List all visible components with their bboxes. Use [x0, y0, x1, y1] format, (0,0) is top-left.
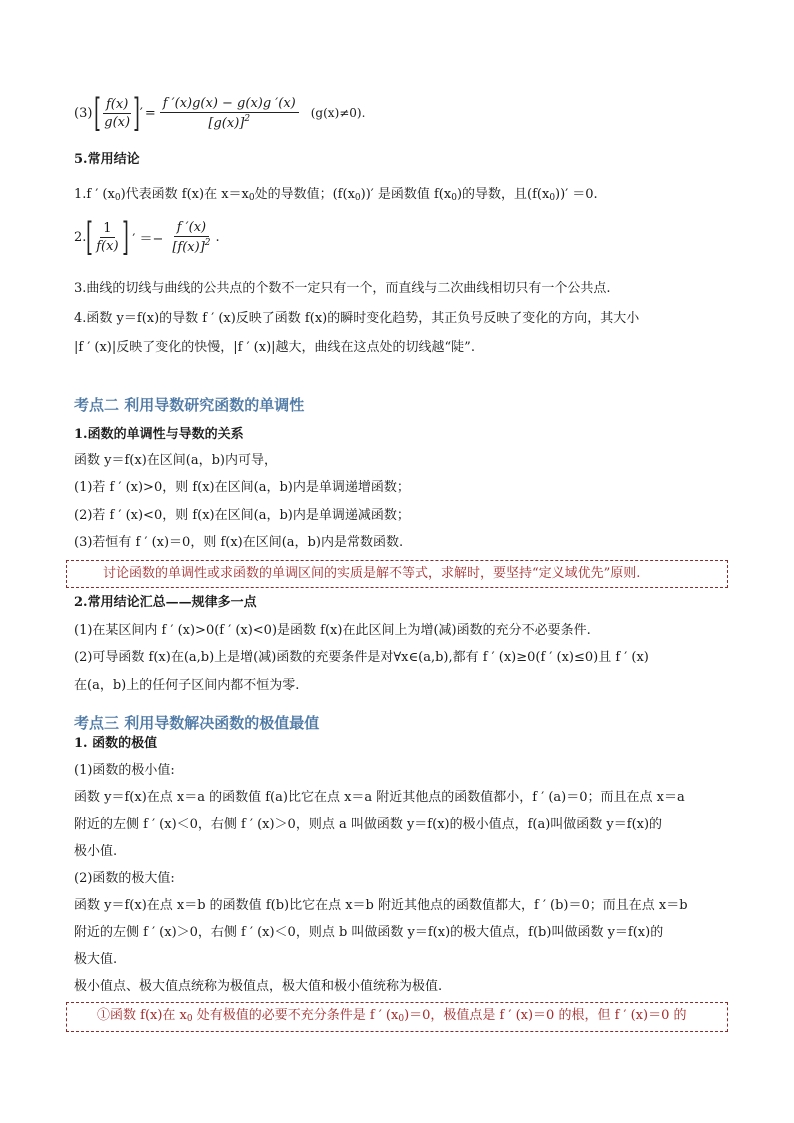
equals-sign: =: [144, 105, 156, 121]
c2-index: 2.: [74, 229, 87, 245]
c2-rhs-denominator-base: [f(x)]: [172, 239, 205, 255]
kd3-subsection-1-title: 1. 函数的极值: [74, 736, 158, 751]
rhs-fraction: [160, 96, 299, 131]
kd2-s1-line-4: (3)若恒有 f ′ (x)＝0，则 f(x)在区间(a，b)内是常数函数.: [74, 535, 404, 550]
kd3-max-title: (2)函数的极大值:: [74, 871, 175, 886]
formula-index: (3): [74, 105, 93, 121]
rhs-numerator: f ′(x)g(x) − g(x)g ′(x): [160, 96, 299, 113]
kd2-subsection-2-title: 2.常用结论汇总——规律多一点: [74, 595, 257, 610]
kd2-subsection-1-title: 1.函数的单调性与导数的关系: [74, 427, 244, 442]
c2-lhs-fraction: [93, 221, 121, 254]
c1-text-c: 处的导数值；(f(x: [254, 187, 355, 202]
kd3-min-title: (1)函数的极小值:: [74, 763, 175, 778]
rhs-denominator: [205, 113, 253, 131]
c1-sub-1: 0: [114, 193, 121, 203]
left-bracket: [: [94, 91, 102, 135]
kd3-min-line-3: 极小值.: [74, 844, 118, 859]
c1-sub-4: 0: [451, 193, 457, 203]
conclusion-4-line-2: |f ′ (x)|反映了变化的快慢，|f ′ (x)|越大，曲线在这点处的切线越“陡”.: [74, 340, 475, 355]
c2-middle: ′ ＝−: [132, 231, 164, 247]
conclusion-2-formula: [74, 215, 220, 259]
kd2-s2-line-2: (2)可导函数 f(x)在(a,b)上是增(减)函数的充要条件是对∀x∈(a,b),都有 f ′ (x)≥0(f ′ (x)≤0)且 f ′ (x): [74, 650, 649, 665]
kd3-min-line-2: 附近的左侧 f ′ (x)＜0，右侧 f ′ (x)＞0，则点 a 叫做函数 y＝f(x)的极小值点，f(a)叫做函数 y＝f(x)的: [74, 817, 663, 832]
kd2-note-box: [66, 560, 728, 588]
right-bracket: ]: [133, 91, 140, 135]
kd2-s2-line-1: (1)在某区间内 f ′ (x)>0(f ′ (x)<0)是函数 f(x)在此区间上为增(减)函数的充分不必要条件.: [74, 623, 591, 638]
kd2-s1-line-2: (1)若 f ′ (x)>0，则 f(x)在区间(a，b)内是单调递增函数；: [74, 480, 410, 495]
rhs-denominator-base: [g(x)]: [208, 115, 245, 131]
c1-sub-3: 0: [354, 193, 361, 203]
kd3-note-text-a: ①函数 f(x)在 x: [97, 1008, 187, 1023]
c1-sub-2: 0: [248, 193, 255, 203]
kd3-note-text-b: 处有极值的必要不充分条件是 f ′ (x: [192, 1008, 399, 1023]
c2-rhs-denominator-exponent: 2: [204, 237, 211, 248]
c2-right-bracket: ]: [121, 215, 129, 259]
c2-rhs-denominator: [169, 237, 213, 255]
kd3-max-line-3: 极大值.: [74, 952, 118, 967]
kd2-s1-line-1: 函数 y＝f(x)在区间(a，b)内可导，: [74, 453, 277, 468]
c2-end: .: [215, 229, 220, 245]
formula-condition: (g(x)≠0).: [310, 106, 366, 120]
conclusion-1: [74, 186, 598, 207]
lhs-numerator: f(x): [103, 97, 131, 114]
c1-text-b: )代表函数 f(x)在 x＝x: [120, 187, 249, 202]
kd3-note-text-c: )＝0，极值点是 f ′ (x)＝0 的根，但 f ′ (x)＝0 的: [404, 1008, 687, 1023]
c2-lhs-numerator: 1: [100, 221, 114, 238]
kd3-max-line-2: 附近的左侧 f ′ (x)＞0，右侧 f ′ (x)＜0，则点 b 叫做函数 y＝f(x)的极大值点，f(b)叫做函数 y＝f(x)的: [74, 925, 664, 940]
lhs-fraction: [101, 97, 133, 130]
c2-left-bracket: [: [86, 215, 94, 259]
kd3-summary: 极小值点、极大值点统称为极值点，极大值和极小值统称为极值.: [74, 979, 443, 994]
kd3-note-sub-2: 0: [398, 1014, 405, 1024]
kd3-min-line-1: 函数 y＝f(x)在点 x＝a 的函数值 f(a)比它在点 x＝a 附近其他点的函数值都小，f ′ (a)＝0；而且在点 x＝a: [74, 790, 685, 805]
c1-text-f: ))′ ＝0.: [555, 187, 598, 202]
c2-rhs-numerator: f ′(x): [174, 220, 209, 237]
section-heading-kd3: 考点三 利用导数解决函数的极值最值: [74, 714, 320, 732]
kd2-note-text: 讨论函数的单调性或求函数的单调区间的实质是解不等式，求解时，要坚持“定义域优先”原则.: [103, 566, 641, 581]
c2-lhs-denominator: f(x): [96, 238, 119, 254]
section-title-common-conclusions: 5.常用结论: [74, 152, 140, 167]
c1-sub-5: 0: [549, 193, 556, 203]
prime-mark: ′: [139, 105, 143, 121]
conclusion-3: 3.曲线的切线与曲线的公共点的个数不一定只有一个，而直线与二次曲线相切只有一个公共点.: [74, 281, 611, 296]
kd3-note-sub-1: 0: [186, 1014, 193, 1024]
c2-rhs-fraction: [169, 220, 213, 255]
c1-text-a: 1.f ′ (x: [74, 187, 115, 202]
conclusion-4-line-1: 4.函数 y＝f(x)的导数 f ′ (x)反映了函数 f(x)的瞬时变化趋势，其正负号反映了变化的方向，其大小: [74, 311, 640, 326]
c1-text-d: ))′ 是函数值 f(x: [360, 187, 452, 202]
lhs-denominator: g(x): [104, 114, 131, 130]
formula-quotient-rule: [74, 91, 366, 135]
c1-text-e: )的导数，且(f(x: [456, 187, 550, 202]
kd2-s2-line-3: 在(a，b)上的任何子区间内都不恒为零.: [74, 678, 300, 693]
rhs-denominator-exponent: 2: [244, 113, 251, 124]
kd2-s1-line-3: (2)若 f ′ (x)<0，则 f(x)在区间(a，b)内是单调递减函数；: [74, 508, 410, 523]
section-heading-kd2: 考点二 利用导数研究函数的单调性: [74, 396, 305, 414]
kd3-max-line-1: 函数 y＝f(x)在点 x＝b 的函数值 f(b)比它在点 x＝b 附近其他点的函数值都大，f ′ (b)＝0；而且在点 x＝b: [74, 898, 688, 913]
kd3-note-box: [66, 1002, 728, 1032]
